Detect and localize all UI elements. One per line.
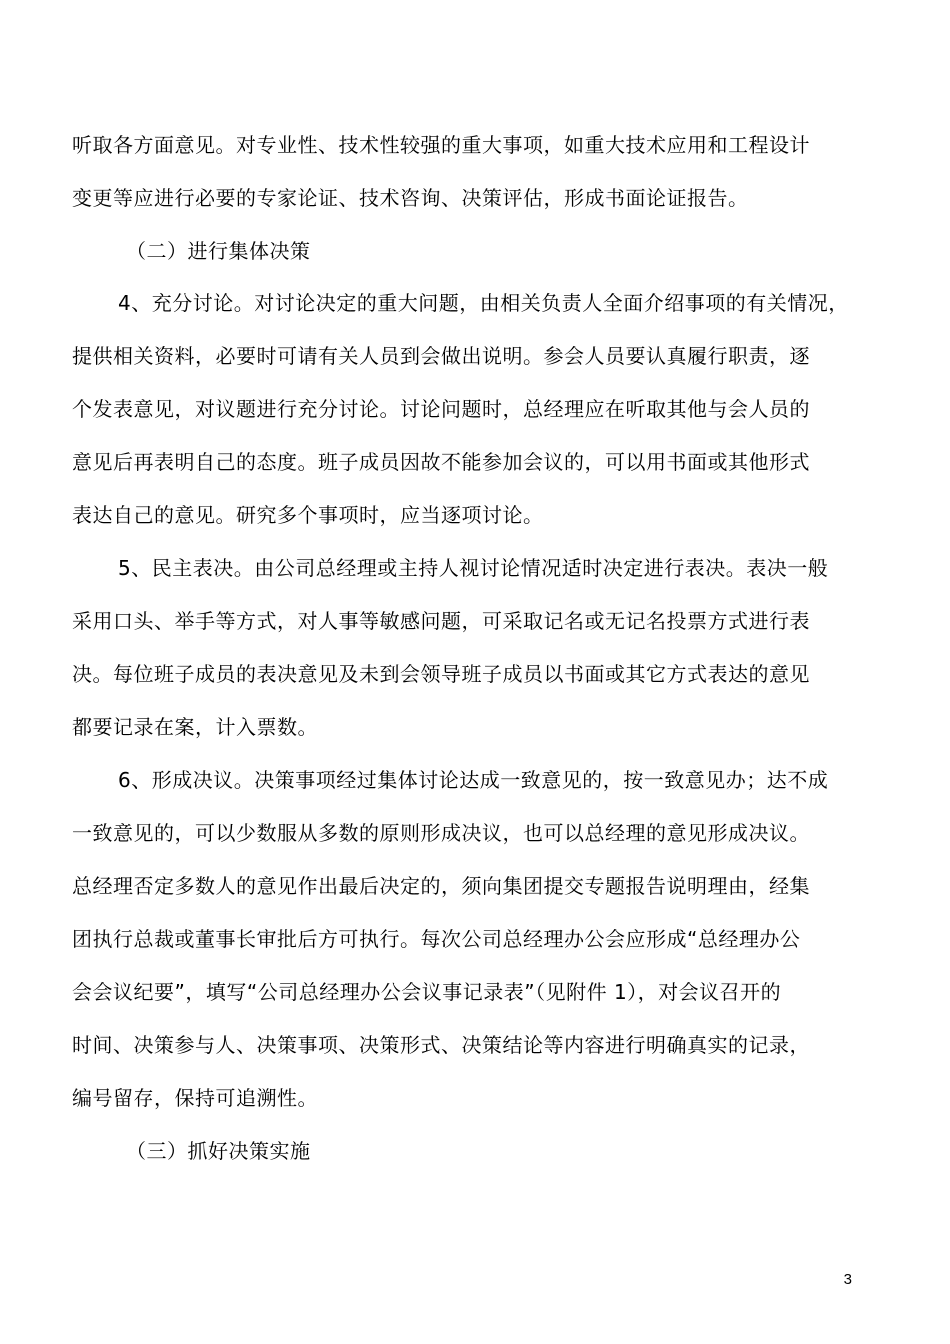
section-heading-3: （三）抓好决策实施 [126, 1139, 311, 1163]
paragraph-6-line-4: 团执行总裁或董事长审批后方可执行。每次公司总经理办公会应形成“总经理办公 [72, 927, 801, 951]
paragraph-4-line-5: 表达自己的意见。研究多个事项时，应当逐项讨论。 [72, 503, 544, 527]
paragraph-4-line-2: 提供相关资料，必要时可请有关人员到会做出说明。参会人员要认真履行职责，逐 [72, 344, 810, 368]
text-line-2: 变更等应进行必要的专家论证、技术咨询、决策评估，形成书面论证报告。 [72, 186, 749, 210]
text-line-1: 听取各方面意见。对专业性、技术性较强的重大事项，如重大技术应用和工程设计 [72, 133, 810, 157]
paragraph-6-line-6: 时间、决策参与人、决策事项、决策形式、决策结论等内容进行明确真实的记录， [72, 1033, 810, 1057]
section-heading-2: （二）进行集体决策 [126, 239, 311, 263]
paragraph-4-line-3: 个发表意见，对议题进行充分讨论。讨论问题时，总经理应在听取其他与会人员的 [72, 397, 810, 421]
paragraph-6-line-3: 总经理否定多数人的意见作出最后决定的，须向集团提交专题报告说明理由，经集 [72, 874, 810, 898]
paragraph-6-line-2: 一致意见的，可以少数服从多数的原则形成决议，也可以总经理的意见形成决议。 [72, 821, 810, 845]
paragraph-5-line-3: 决。每位班子成员的表决意见及未到会领导班子成员以书面或其它方式表达的意见 [72, 662, 810, 686]
paragraph-4-line-4: 意见后再表明自己的态度。班子成员因故不能参加会议的，可以用书面或其他形式 [72, 450, 810, 474]
paragraph-5-line-4: 都要记录在案，计入票数。 [72, 715, 318, 739]
page-number: 3 [843, 1271, 852, 1288]
paragraph-6-line-5: 会会议纪要”，填写“公司总经理办公会议事记录表”（见附件 1），对会议召开的 [72, 980, 782, 1004]
paragraph-5-line-2: 采用口头、举手等方式，对人事等敏感问题，可采取记名或无记名投票方式进行表 [72, 609, 810, 633]
paragraph-6-line-7: 编号留存，保持可追溯性。 [72, 1086, 318, 1110]
paragraph-4-line-1: 4、充分讨论。对讨论决定的重大问题，由相关负责人全面介绍事项的有关情况， [118, 291, 849, 315]
paragraph-5-line-1: 5、民主表决。由公司总经理或主持人视讨论情况适时决定进行表决。表决一般 [118, 556, 829, 580]
paragraph-6-line-1: 6、形成决议。决策事项经过集体讨论达成一致意见的，按一致意见办；达不成 [118, 768, 829, 792]
